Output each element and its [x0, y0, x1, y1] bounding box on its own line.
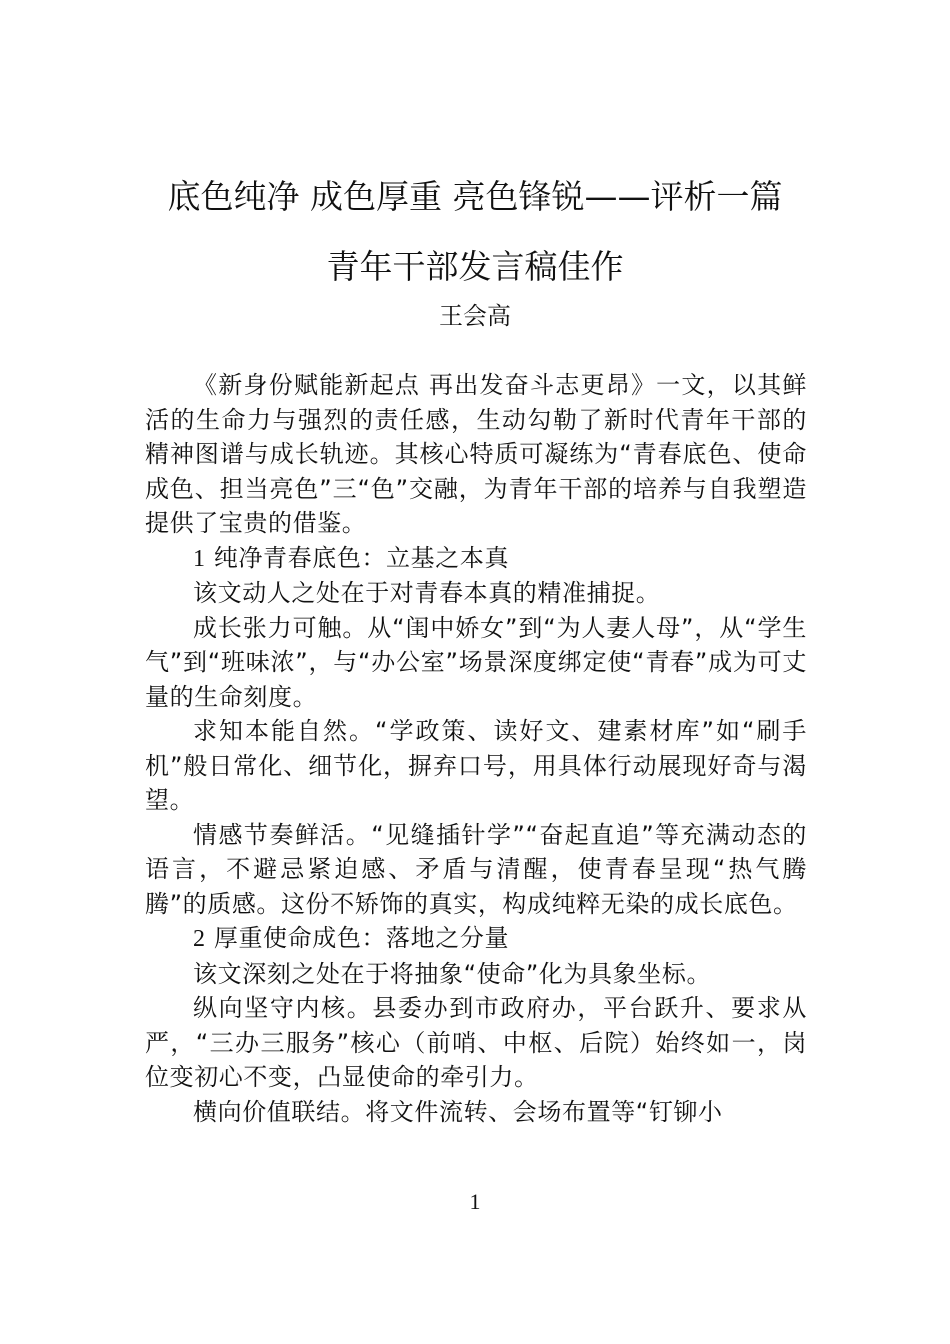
section-heading-text: 厚重使命成色：落地之分量 [213, 924, 510, 952]
section-heading-2 [145, 921, 807, 957]
document-body [145, 368, 807, 1129]
paragraph: 该文深刻之处在于将抽象“使命”化为具象坐标。 [193, 959, 712, 988]
section-number: 1 [193, 545, 206, 572]
paragraph-intro: 《新身份赋能新起点 再出发奋斗志更昂》一文，以其鲜活的生命力与强烈的责任感，生动勾勒了新时代青年干部的精神图谱与成长轨迹。其核心特质可凝练为“青春底色、使命成色、担当亮色”三“色”交融，为青年干部的培养与自我塑造提供了宝贵的借鉴。 [145, 371, 807, 537]
page-number: 1 [469, 1189, 481, 1214]
section-heading-text: 纯净青春底色：立基之本真 [213, 543, 510, 572]
document-title-line-1: 底色纯净 成色厚重 亮色锋锐——评析一篇 [167, 177, 783, 216]
section-heading-1 [145, 541, 807, 577]
document-title-line-2: 青年干部发言稿佳作 [326, 247, 624, 286]
paragraph: 成长张力可触。从“闺中娇女”到“为人妻人母”，从“学生气”到“班味浓”，与“办公室”场景深度绑定使“青春”成为可丈量的生命刻度。 [145, 613, 807, 711]
author-name: 王会高 [439, 302, 511, 330]
paragraph: 情感节奏鲜活。“见缝插针学”“奋起直追”等充满动态的语言，不避忌紧迫感、矛盾与清醒，使青春呈现“热气腾腾”的质感。这份不矫饰的真实，构成纯粹无染的成长底色。 [145, 820, 807, 918]
section-number: 2 [193, 926, 206, 952]
paragraph: 该文动人之处在于对青春本真的精准捕捉。 [193, 579, 661, 607]
paragraph: 横向价值联结。将文件流转、会场布置等“钉铆小 [193, 1097, 723, 1126]
paragraph: 求知本能自然。“学政策、读好文、建素材库”如“刷手机”般日常化、细节化，摒弃口号，用具体行动展现好奇与渴望。 [145, 717, 807, 814]
paragraph: 纵向坚守内核。县委办到市政府办，平台跃升、要求从严，“三办三服务”核心（前哨、中枢、后院）始终如一，岗位变初心不变，凸显使命的牵引力。 [145, 994, 807, 1091]
